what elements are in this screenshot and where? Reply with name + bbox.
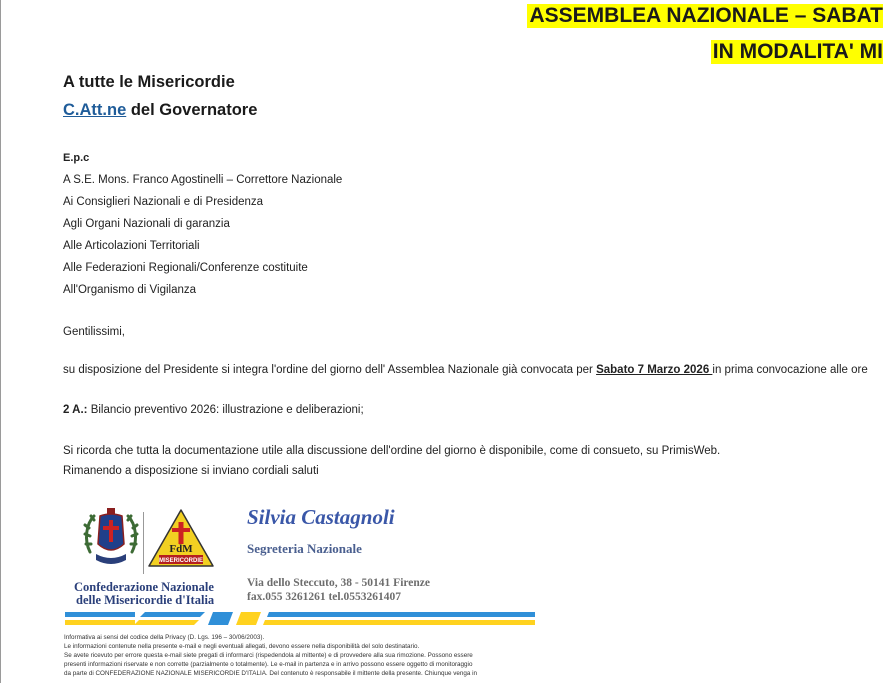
cc-item: All'Organismo di Vigilanza xyxy=(63,284,197,296)
agenda-item-label: 2 A.: xyxy=(63,404,88,416)
org-name-line-1: Confederazione Nazionale xyxy=(74,580,214,594)
paragraph-1 xyxy=(63,364,868,376)
misericordie-seal-logo xyxy=(82,506,140,572)
cc-item: Ai Consiglieri Nazionali e di Presidenza xyxy=(63,196,264,208)
paragraph-3: Rimanendo a disposizione si inviano cordiali saluti xyxy=(63,465,319,477)
recipient-line-2 xyxy=(63,101,257,120)
cc-item: Agli Organi Nazionali di garanzia xyxy=(63,218,230,230)
privacy-line: Se avete ricevuto per errore questa e-mail siete pregati di informarci (rispedendola al mittente) e di provvedere alla sua rimozione. Possono essere xyxy=(64,652,473,659)
signature-role: Segreteria Nazionale xyxy=(247,541,362,556)
signature-contacts: fax.055 3261261 tel.0553261407 xyxy=(247,591,401,603)
recipient-line-2-text: del Governatore xyxy=(126,101,258,119)
privacy-line: presenti informazioni riservate e non corrette (parzialmente o totalmente). Le e-mail in partenza e in arrivo possono essere oggetto di monitoraggio xyxy=(64,661,473,668)
cc-item: Alle Federazioni Regionali/Conferenze costituite xyxy=(63,262,308,274)
privacy-line: da parte di CONFEDERAZIONE NAZIONALE MISERICORDIE D'ITALIA. Del contenuto è responsabile il mittente della presente. Chiunque venga in xyxy=(64,670,478,677)
greeting: Gentilissimi, xyxy=(63,326,125,338)
cc-item: A S.E. Mons. Franco Agostinelli – Correttore Nazionale xyxy=(63,174,343,186)
title-line-2: IN MODALITA' MI xyxy=(712,40,883,63)
meeting-date: Sabato 7 Marzo 2026 xyxy=(596,364,713,376)
signature-address: Via dello Steccuto, 38 - 50141 Firenze xyxy=(247,577,431,589)
paragraph-2: Si ricorda che tutta la documentazione utile alla discussione dell'ordine del giorno è disponibile, come di consueto, su PrimisWeb. xyxy=(63,445,721,457)
agenda-item xyxy=(63,404,364,416)
agenda-item-text: Bilancio preventivo 2026: illustrazione e deliberazioni; xyxy=(87,404,364,416)
catne-link[interactable]: C.Att.ne xyxy=(63,101,127,119)
page-left-border xyxy=(0,0,1,683)
logo-separator xyxy=(143,512,144,574)
p1-text-end: in prima convocazione alle ore xyxy=(712,364,868,376)
misericordie-badge-logo xyxy=(147,508,215,568)
privacy-line: Le informazioni contenute nella presente e-mail e negli eventuali allegati, devono essere nella disponibilità del solo destinatario. xyxy=(64,643,420,650)
badge-monogram: FdM xyxy=(169,543,193,555)
recipient-line-1: A tutte le Misericordie xyxy=(63,73,235,91)
signature-name: Silvia Castagnoli xyxy=(247,505,395,529)
signature-color-stripes xyxy=(65,611,545,629)
p1-text: su disposizione del Presidente si integra l'ordine del giorno dell' Assemblea Nazionale già convocata per xyxy=(63,364,597,376)
privacy-line: Informativa ai sensi del codice della Privacy (D. Lgs. 196 – 30/06/2003). xyxy=(64,634,265,641)
title-line-1: ASSEMBLEA NAZIONALE – SABAT xyxy=(529,4,883,27)
cc-label: E.p.c xyxy=(63,152,90,164)
org-name-line-2: delle Misericordie d'Italia xyxy=(76,593,215,607)
cc-item: Alle Articolazioni Territoriali xyxy=(63,240,200,252)
badge-text: MISERICORDIE xyxy=(158,558,204,564)
